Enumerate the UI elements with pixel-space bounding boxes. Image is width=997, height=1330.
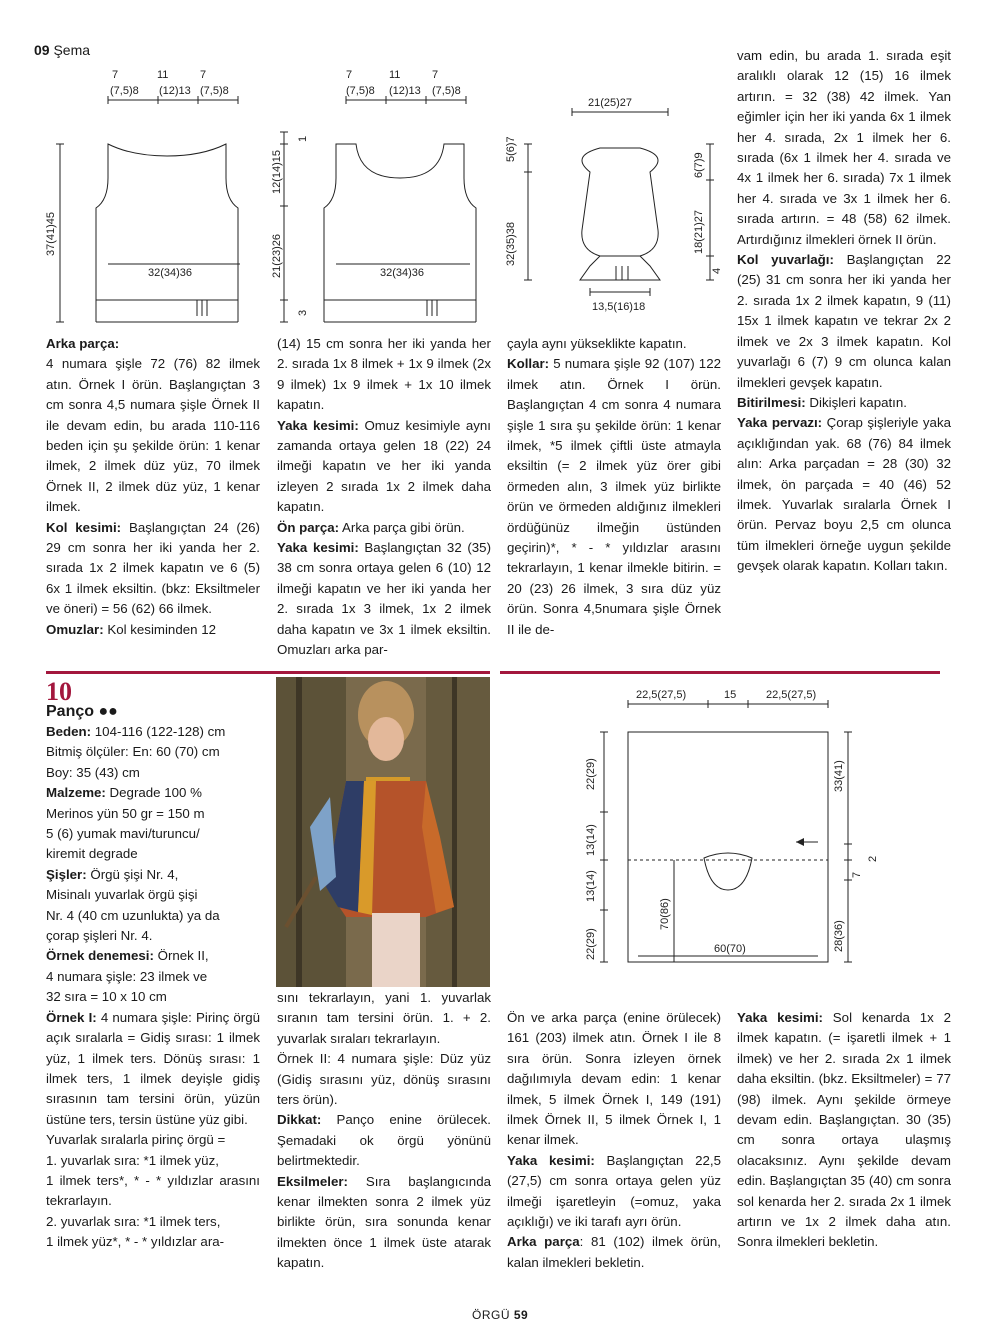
- col1-bot-text-5: 5 (6) yumak mavi/turuncu/: [46, 826, 200, 842]
- column-4-top: [737, 46, 951, 577]
- front-width-label: 32(34)36: [380, 267, 425, 279]
- col2-top-head-2: Ön parça:: [277, 519, 340, 535]
- col3-top-text-1: 5 numara şişle 92 (107) 122 ilmek atın. Örnek I örün. Başlangıçtan 4 cm sonra 4 numara şişle 1 sıra şu şekilde örün: 1 kenar ilmek, *5 ilmek çiftli üste atmayla eksiltin (= 2 ilmek yüz örer gibi örmeden alın, 3 ilmek yüz birlikte örün ve örmeden aldığınız ilmekleri ördüğünüz ilmeğin üstünden geçirin)*, * - * yıldızlar arasını tekrarlayın, 1 kenar ilmekle bitirin. = 20 (23) 26 ilmek, 3 sıra düz yüz örün. Sonra 4,5numara şişle Örnek II ile de-: [507, 356, 721, 637]
- page-number-tag: 09: [34, 42, 50, 58]
- col4-top-text-2: Dikişleri kapatın.: [805, 394, 907, 410]
- front-h1-label: 1: [297, 135, 309, 142]
- col4-top-text-0: vam edin, bu arada 1. sırada eşit aralıklı olarak 12 (15) 16 ilmek artırın. = 32 (38) 42 ilmek. Yan eğimler için her iki yanda 6x 1 ilmek her 4. sırada, 2x 1 ilmek her 6. sırada (6x 1 ilmek her 4. sırada ve 4x 1 ilmek her 6. sırada) 7x 1 ilmek her 4. sırada ve 3x 1 ilmek her 6. sırada artırın. = 48 (58) 62 ilmek. Artırdığınız ilmekleri örnek II örün.: [737, 48, 951, 247]
- col1-top-text-2: Başlangıçtan 24 (26) 29 cm sonra her iki yanda her 2. sırada 1x 2 ilmek kapatın ve 6 (5) 6x 1 ilmek eksiltin. (bkz: Eksiltmeler ve öneri) = 56 (62) 66 ilmek.: [46, 519, 260, 617]
- sleeve-top-label: 21(25)27: [588, 97, 633, 109]
- col1-bot-text-0: 104-116 (122-128) cm: [91, 724, 226, 739]
- poncho-top-mid-label: 15: [724, 689, 737, 701]
- poncho-left4-label: 22(29): [585, 928, 597, 960]
- poncho-left2-label: 13(14): [585, 824, 597, 856]
- col1-bot-head-0: Beden:: [46, 724, 92, 739]
- col1-bot-text-3: Degrade 100 %: [105, 785, 202, 801]
- column-4-bottom: [737, 1008, 951, 1253]
- sleeve-right3-label: 4: [711, 267, 723, 274]
- poncho-left1-label: 22(29): [585, 758, 597, 790]
- col3-bot-head-2: Arka parça: [507, 1234, 580, 1250]
- back-top-w2b: (12)13: [159, 85, 191, 97]
- col1-bot-text-14: 4 numara şişle: Pirinç örgü açık sıralarla = Gidiş sırası: 1 ilmek yüz, 1 ilmek ters. Dönüş sırası: 1 ilmek ters, 1 ilmek deyişle gidiş sırasının tam tersini örün, yüzün üstüne ters, tersin üstüne yüz gibi.: [46, 1009, 260, 1127]
- column-3-top: [507, 334, 721, 640]
- poncho-right3-label: 7: [851, 871, 863, 878]
- front-top-w3b: (7,5)8: [432, 85, 461, 97]
- column-2-top: [277, 334, 491, 661]
- col1-bot-head-14: Örnek I:: [46, 1009, 97, 1025]
- col2-bot-head-2: Dikkat:: [277, 1112, 322, 1128]
- col4-top-head-2: Bitirilmesi:: [737, 394, 806, 410]
- col2-bot-text-1: Örnek II: 4 numara şişle: Düz yüz (Gidiş sırasını yüz, dönüş sırasını ters örün).: [277, 1051, 491, 1108]
- col2-top-text-1: Omuz kesimiyle aynı zamanda ortaya gelen 18 (22) 24 ilmeği kapatın ve her iki yanda izleyen 2 sırada 1x 2 ilmek daha kapatın.: [277, 417, 491, 515]
- back-height-label: 37(41)45: [45, 211, 57, 256]
- top-schema-diagrams: [40, 60, 730, 340]
- front-top-w1b: (7,5)8: [346, 85, 375, 97]
- front-top-w3: 7: [432, 69, 439, 81]
- col3-top-text-0: çayla aynı yükseklikte kapatın.: [507, 336, 687, 351]
- col1-bot-text-10: çorap şişleri Nr. 4.: [46, 928, 153, 944]
- col2-bot-text-3: Sıra başlangıcında kenar ilmekten sonra 2 ilmek yüz birlikte örün, sıra sonunda kenar ilmekten önce 1 ilmek üste atarak kapatın.: [277, 1173, 491, 1271]
- poncho-left3-label: 13(14): [585, 870, 597, 902]
- col1-bot-head-7: Şişler:: [46, 866, 87, 882]
- col2-bot-head-3: Eksilmeler:: [277, 1173, 348, 1189]
- front-top-w1: 7: [346, 69, 353, 81]
- poncho-width-label: 60(70): [714, 943, 746, 955]
- col1-bot-text-6: kiremit degrade: [46, 846, 138, 862]
- poncho-right2-label: 2: [867, 855, 879, 862]
- front-piece-diagram: [280, 96, 476, 322]
- front-h4-label: 3: [297, 309, 309, 316]
- back-top-w3: 7: [200, 69, 207, 81]
- poncho-schema: [560, 684, 890, 984]
- col1-bot-text-4: Merinos yün 50 gr = 150 m: [46, 805, 205, 821]
- back-top-w2: 11: [157, 69, 169, 81]
- col1-bot-head-3: Malzeme:: [46, 785, 106, 801]
- col4-top-head-3: Yaka pervazı:: [737, 415, 823, 431]
- col2-top-head-3: Yaka kesimi:: [277, 540, 359, 556]
- footer-magazine-name: ÖRGÜ: [472, 1308, 510, 1322]
- section-number: 10: [46, 677, 72, 706]
- sleeve-right1-label: 6(7)9: [693, 152, 705, 178]
- col1-top-head-0: Arka parça:: [46, 336, 120, 351]
- col2-bot-text-2: Panço enine örülecek. Şemadaki ok örgü yönünü belirtmektedir.: [277, 1112, 491, 1169]
- sleeve-right2-label: 18(21)27: [693, 209, 705, 254]
- col1-bot-text-15: Yuvarlak sıralarla pirinç örgü =: [46, 1132, 226, 1148]
- poncho-right1-label: 33(41): [833, 760, 845, 792]
- column-1-top: [46, 334, 260, 640]
- col2-bot-text-0: sını tekrarlayın, yani 1. yuvarlak sıranın tam tersini örün. 1. + 2. yuvarlak sıraları tekrarlayın.: [277, 990, 491, 1046]
- col4-top-head-1: Kol yuvarlağı:: [737, 252, 834, 268]
- col1-bot-text-8: Misinalı yuvarlak örgü şişi: [46, 887, 198, 903]
- section-rule-left: [46, 671, 490, 674]
- col1-bot-text-18: 2. yuvarlak sıra: *1 ilmek ters,: [46, 1213, 221, 1229]
- col2-top-head-1: Yaka kesimi:: [277, 417, 359, 433]
- poncho-inner-height-label: 70(86): [659, 898, 671, 930]
- col1-bot-text-12: 4 numara şişle: 23 ilmek ve: [46, 968, 208, 984]
- col2-top-text-3: Başlangıçtan 32 (35) 38 cm sonra ortaya gelen 6 (10) 12 ilmeği kapatın ve her iki yanda her 2. sırada 1x 3 ilmek, 1x 2 ilmek daha kapatın ve 3x 1 ilmek eksiltin. Omuzları arka par-: [277, 540, 491, 658]
- col1-bot-head-11: Örnek denemesi:: [46, 948, 154, 964]
- poncho-outline: [600, 700, 852, 962]
- poncho-top-left-label: 22,5(27,5): [636, 689, 687, 701]
- col1-bot-text-13: 32 sıra = 10 x 10 cm: [46, 989, 167, 1005]
- col1-bot-text-2: Boy: 35 (43) cm: [46, 764, 140, 780]
- col3-bot-text-2: : 81 (102) ilmek örün, kalan ilmekleri bekletin.: [507, 1234, 721, 1270]
- knitting-direction-arrow-icon: [796, 838, 804, 846]
- back-piece-diagram: [56, 96, 240, 322]
- col1-bot-text-16: 1. yuvarlak sıra: *1 ilmek yüz,: [46, 1152, 219, 1168]
- col3-bot-text-0: Ön ve arka parça (enine örülecek) 161 (203) ilmek atın. Örnek I ile 8 sıra örün. Sonra izleyen örnek dağılımıyla devam edin: 1 kenar ilmek, 5 ilmek Örnek I, 149 (191) ilmek Örnek II, 5 ilmek Örnek I, 1 kenar ilmek.: [507, 1010, 721, 1148]
- col1-top-text-3: Kol kesiminden 12: [103, 621, 216, 637]
- page-header-title: Şema: [53, 42, 91, 58]
- front-top-w2b: (12)13: [389, 85, 421, 97]
- col1-top-head-3: Omuzlar:: [46, 621, 104, 637]
- col1-bot-text-11: Örnek II,: [153, 948, 209, 964]
- sleeve-diagram: [524, 108, 714, 296]
- col1-bot-text-9: Nr. 4 (40 cm uzunlukta) ya da: [46, 907, 220, 923]
- col4-top-text-1: Başlangıçtan 22 (25) 31 cm sonra her iki yanda her 2. sırada 1x 2 ilmek kapatın, 9 (11) 15x 1 ilmek kapatın ve tekrar 2x 2 ilmek ve 2x 3 ilmek kapatın. Kol yuvarlağı 6 (7) 9 cm olunca kalan ilmekleri gevşek kapatın.: [737, 252, 951, 390]
- section-title: Panço ●●: [46, 703, 118, 720]
- sleeve-bottom-label: 13,5(16)18: [592, 301, 646, 313]
- photo-illustration: [276, 677, 490, 987]
- col2-top-text-0: (14) 15 cm sonra her iki yanda her 2. sırada 1x 8 ilmek + 1x 9 ilmek (2x 9 ilmek) 1x 9 ilmek + 1x 10 ilmek kapatın.: [277, 336, 491, 413]
- col1-top-text-1: 4 numara şişle 72 (76) 82 ilmek atın. Örnek I örün. Başlangıçtan 3 cm sonra 4,5 numara şişle Örnek II ile devam edin, bu arada 110-116 beden için şu şekilde örün: 1 kenar ilmek, 2 ilmek düz yüz, 70 ilmek Örnek II, 2 ilmek düz yüz, 1 kenar ilmek.: [46, 356, 260, 515]
- sleeve-left1-label: 5(6)7: [505, 136, 517, 162]
- back-top-w1b: (7,5)8: [110, 85, 139, 97]
- section-rule-right: [500, 671, 940, 674]
- page-header: [34, 42, 90, 58]
- col4-bot-head-0: Yaka kesimi:: [737, 1010, 823, 1025]
- col1-bot-text-19: 1 ilmek yüz*, * - * yıldızlar ara-: [46, 1234, 225, 1250]
- column-2-bottom: [277, 988, 491, 1274]
- page-footer: [472, 1308, 528, 1322]
- col2-top-text-2: Arka parça gibi örün.: [339, 519, 465, 535]
- sleeve-left2-label: 32(35)38: [505, 221, 517, 266]
- col3-top-head-1: Kollar:: [507, 356, 550, 372]
- front-h2-label: 12(14)15: [271, 149, 283, 194]
- poncho-right4-label: 28(36): [833, 920, 845, 952]
- col4-bot-text-0: Sol kenarda 1x 2 ilmek kapatın. (= işaretli ilmek + 1 ilmek) ve her 2. sırada 2x 1 ilmek daha eksiltin. (bkz. Eksiltmeler) = 77 (98) ilmek. Aynı şekilde örmeye devam edin. Başlangıçtan. 30 (35) cm sonra ortaya ulaşmış olacaksınız. Aynı şekilde devam edin. Başlangıçtan 35 (40) cm sonra sol kenarda her 2. sırada 2x 1 ilmek artırın ve 1x 2 ilmek daha atın. Sonra ilmekleri bekletin.: [737, 1010, 951, 1250]
- back-top-w1: 7: [112, 69, 119, 81]
- col1-bot-text-7: Örgü şişi Nr. 4,: [86, 866, 179, 882]
- footer-page-number: 59: [513, 1308, 529, 1322]
- col1-bot-text-17: 1 ilmek ters*, * - * yıldızlar arasını tekrarlayın.: [46, 1172, 260, 1209]
- col3-bot-head-1: Yaka kesimi:: [507, 1152, 595, 1168]
- front-h3-label: 21(23)26: [271, 233, 283, 278]
- poncho-top-right-label: 22,5(27,5): [766, 689, 817, 701]
- column-3-bottom: [507, 1008, 721, 1273]
- front-top-w2: 11: [389, 69, 401, 81]
- poncho-photo: [276, 677, 490, 987]
- col1-top-head-2: Kol kesimi:: [46, 519, 122, 535]
- col3-bot-text-1: Başlangıçtan 22,5 (27,5) cm sonra ortaya gelen yüz ilmeği işaretleyin (=omuz, yaka açıklığı) ve iki tarafı ayrı örün.: [507, 1152, 721, 1230]
- column-1-bottom: [46, 722, 260, 1253]
- col4-top-text-3: Çorap şişleriyle yaka açıklığından yak. 68 (76) 84 ilmek alın: Arka parçadan = 28 (30) 32 ilmek, ön parçada = 40 (46) 52 ilmek. Yuvarlak sıralarla Örnek I örün. Pervaz boyu 2,5 cm olunca tüm ilmekleri örneğe uygun şekilde gevşek olarak kapatın. Kolları takın.: [737, 415, 951, 574]
- back-top-w3b: (7,5)8: [200, 85, 229, 97]
- col1-bot-text-1: Bitmiş ölçüler: En: 60 (70) cm: [46, 744, 220, 760]
- back-width-label: 32(34)36: [148, 267, 193, 279]
